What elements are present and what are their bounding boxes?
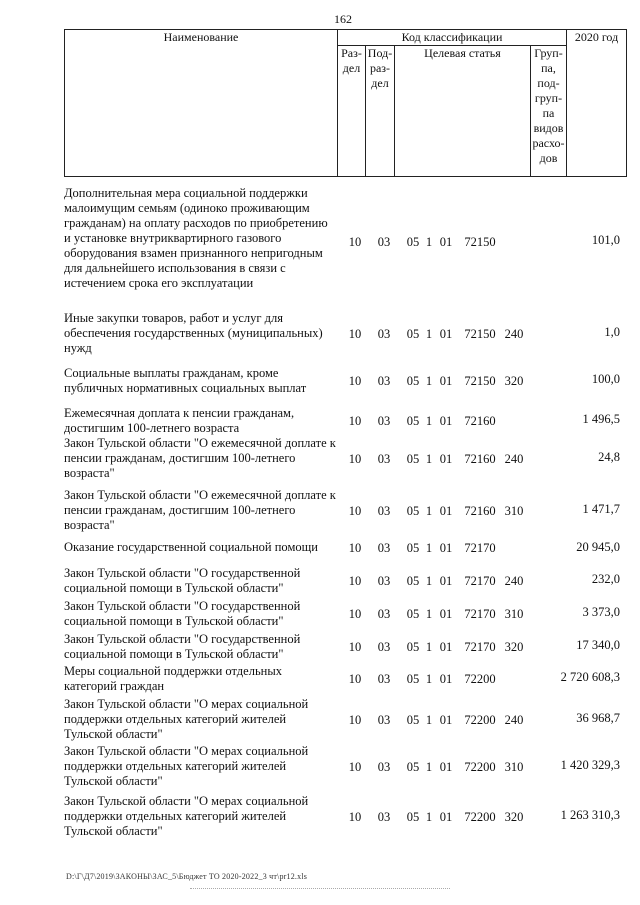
row-code-b: 1 xyxy=(425,374,433,388)
row-code-c: 01 xyxy=(439,672,453,686)
row-code-c: 01 xyxy=(439,607,453,621)
header-target: Целевая статья xyxy=(395,46,531,177)
row-code-b: 1 xyxy=(425,640,433,654)
row-code-rz: 10 xyxy=(348,640,362,654)
row-name: Закон Тульской области "О государственной социальной помощи в Тульской области" xyxy=(64,566,301,595)
row-amount: 36 968,7 xyxy=(576,711,620,725)
row-amount: 1 471,7 xyxy=(582,502,620,516)
row-code-vr: 310 xyxy=(504,607,524,621)
row-name: Социальные выплаты гражданам, кроме публичных нормативных социальных выплат xyxy=(64,366,307,395)
row-code-pr: 03 xyxy=(377,760,391,774)
table-row xyxy=(64,794,626,839)
row-code-d: 72170 xyxy=(464,640,496,654)
row-name: Меры социальной поддержки отдельных категорий граждан xyxy=(64,664,282,693)
row-code-vr: 240 xyxy=(504,713,524,727)
row-code-b: 1 xyxy=(425,810,433,824)
row-code-pr: 03 xyxy=(377,810,391,824)
row-code-c: 01 xyxy=(439,713,453,727)
table-row xyxy=(64,599,626,629)
row-code-pr: 03 xyxy=(377,640,391,654)
row-name: Закон Тульской области "О государственной социальной помощи в Тульской области" xyxy=(64,599,301,628)
row-code-a: 05 xyxy=(406,607,420,621)
row-name: Закон Тульской области "О мерах социальной поддержки отдельных категорий жителей Тульской области" xyxy=(64,744,309,788)
row-name: Закон Тульской области "О мерах социальной поддержки отдельных категорий жителей Тульской области" xyxy=(64,794,309,838)
row-code-d: 72150 xyxy=(464,327,496,341)
row-code-vr: 320 xyxy=(504,374,524,388)
header-group: Груп- па, под- груп- па видов расхо- дов xyxy=(531,46,567,177)
row-name: Ежемесячная доплата к пенсии гражданам, достигшим 100-летнего возраста xyxy=(64,406,295,435)
row-code-a: 05 xyxy=(406,452,420,466)
row-code-b: 1 xyxy=(425,574,433,588)
header-name: Наименование xyxy=(65,30,338,177)
header-podrazdel: Под- раз- дел xyxy=(366,46,395,177)
row-code-pr: 03 xyxy=(377,452,391,466)
row-code-b: 1 xyxy=(425,607,433,621)
row-code-a: 05 xyxy=(406,810,420,824)
row-code-d: 72200 xyxy=(464,672,496,686)
row-amount: 1 420 329,3 xyxy=(560,758,620,772)
row-amount: 232,0 xyxy=(591,572,620,586)
row-code-rz: 10 xyxy=(348,541,362,555)
table-row xyxy=(64,664,626,694)
row-code-pr: 03 xyxy=(377,414,391,428)
table-header xyxy=(64,29,627,177)
row-code-d: 72160 xyxy=(464,452,496,466)
row-code-c: 01 xyxy=(439,235,453,249)
row-amount: 20 945,0 xyxy=(576,540,620,554)
row-amount: 3 373,0 xyxy=(582,605,620,619)
row-code-vr: 240 xyxy=(504,327,524,341)
row-code-a: 05 xyxy=(406,760,420,774)
row-code-pr: 03 xyxy=(377,541,391,555)
row-code-c: 01 xyxy=(439,327,453,341)
row-code-b: 1 xyxy=(425,235,433,249)
row-code-a: 05 xyxy=(406,574,420,588)
row-code-vr: 310 xyxy=(504,760,524,774)
row-amount: 100,0 xyxy=(591,372,620,386)
row-code-a: 05 xyxy=(406,235,420,249)
row-code-c: 01 xyxy=(439,810,453,824)
header-razdel: Раз- дел xyxy=(338,46,366,177)
bottom-divider xyxy=(190,888,450,889)
row-code-pr: 03 xyxy=(377,607,391,621)
row-code-rz: 10 xyxy=(348,810,362,824)
table-row xyxy=(64,406,626,436)
row-code-rz: 10 xyxy=(348,235,362,249)
row-code-rz: 10 xyxy=(348,574,362,588)
row-code-pr: 03 xyxy=(377,327,391,341)
row-code-d: 72150 xyxy=(464,374,496,388)
table-row xyxy=(64,366,626,396)
row-code-a: 05 xyxy=(406,672,420,686)
row-code-rz: 10 xyxy=(348,414,362,428)
table-row xyxy=(64,632,626,662)
row-code-rz: 10 xyxy=(348,452,362,466)
row-amount: 1 263 310,3 xyxy=(560,808,620,822)
row-code-vr: 310 xyxy=(504,504,524,518)
row-code-a: 05 xyxy=(406,713,420,727)
row-code-a: 05 xyxy=(406,640,420,654)
row-code-rz: 10 xyxy=(348,607,362,621)
row-name: Закон Тульской области "О ежемесячной доплате к пенсии гражданам, достигшим 100-летнего возраста" xyxy=(64,488,336,532)
row-code-a: 05 xyxy=(406,374,420,388)
row-code-d: 72160 xyxy=(464,414,496,428)
row-code-c: 01 xyxy=(439,504,453,518)
row-code-d: 72200 xyxy=(464,760,496,774)
row-amount: 24,8 xyxy=(598,450,620,464)
row-code-d: 72170 xyxy=(464,607,496,621)
row-code-c: 01 xyxy=(439,640,453,654)
row-name: Закон Тульской области "О мерах социальной поддержки отдельных категорий жителей Тульской области" xyxy=(64,697,309,741)
row-code-d: 72170 xyxy=(464,574,496,588)
row-code-b: 1 xyxy=(425,541,433,555)
row-code-a: 05 xyxy=(406,414,420,428)
row-code-c: 01 xyxy=(439,760,453,774)
row-code-d: 72200 xyxy=(464,713,496,727)
table-row xyxy=(64,436,626,481)
row-amount: 1,0 xyxy=(604,325,620,339)
row-code-a: 05 xyxy=(406,504,420,518)
row-code-vr: 240 xyxy=(504,452,524,466)
row-code-c: 01 xyxy=(439,414,453,428)
row-code-a: 05 xyxy=(406,541,420,555)
row-name: Закон Тульской области "О ежемесячной доплате к пенсии гражданам, достигшим 100-летнего возраста" xyxy=(64,436,336,480)
row-code-a: 05 xyxy=(406,327,420,341)
table-row xyxy=(64,488,626,533)
row-code-pr: 03 xyxy=(377,713,391,727)
row-code-b: 1 xyxy=(425,672,433,686)
footer-file-path: D:\Г\Д7\2019\ЗАКОНЫ\ЗАС_5\Бюджет ТО 2020-2022_3 чт\pr12.xls xyxy=(66,872,308,881)
row-code-b: 1 xyxy=(425,414,433,428)
table-row xyxy=(64,566,626,596)
table-row xyxy=(64,744,626,789)
row-code-c: 01 xyxy=(439,541,453,555)
row-amount: 2 720 608,3 xyxy=(560,670,620,684)
row-code-c: 01 xyxy=(439,574,453,588)
row-name: Дополнительная мера социальной поддержки малоимущим семьям (одиноко проживающим гражданам) на оплату расходов по приобретению и установке внутриквартирного газового оборудования взамен признанного непригодным для дальнейшего использования в связи с истечением срока его эксплуатации xyxy=(64,186,328,290)
row-code-rz: 10 xyxy=(348,327,362,341)
row-code-b: 1 xyxy=(425,504,433,518)
row-amount: 101,0 xyxy=(591,233,620,247)
row-code-b: 1 xyxy=(425,760,433,774)
row-code-d: 72150 xyxy=(464,235,496,249)
row-code-d: 72200 xyxy=(464,810,496,824)
row-code-pr: 03 xyxy=(377,374,391,388)
row-amount: 1 496,5 xyxy=(582,412,620,426)
row-code-b: 1 xyxy=(425,327,433,341)
row-name: Оказание государственной социальной помощи xyxy=(64,540,318,554)
row-code-pr: 03 xyxy=(377,574,391,588)
page-number: 162 xyxy=(334,12,352,26)
row-code-c: 01 xyxy=(439,452,453,466)
row-code-d: 72160 xyxy=(464,504,496,518)
row-code-rz: 10 xyxy=(348,672,362,686)
row-code-rz: 10 xyxy=(348,374,362,388)
header-code-group: Код классификации xyxy=(338,30,567,46)
row-amount: 17 340,0 xyxy=(576,638,620,652)
row-code-rz: 10 xyxy=(348,760,362,774)
row-code-pr: 03 xyxy=(377,235,391,249)
table-row xyxy=(64,697,626,742)
row-code-b: 1 xyxy=(425,452,433,466)
table-row xyxy=(64,540,626,555)
row-name: Закон Тульской области "О государственной социальной помощи в Тульской области" xyxy=(64,632,301,661)
row-code-c: 01 xyxy=(439,374,453,388)
row-code-rz: 10 xyxy=(348,504,362,518)
row-code-pr: 03 xyxy=(377,672,391,686)
row-code-vr: 240 xyxy=(504,574,524,588)
row-code-vr: 320 xyxy=(504,640,524,654)
row-name: Иные закупки товаров, работ и услуг для обеспечения государственных (муниципальных) нужд xyxy=(64,311,323,355)
table-row xyxy=(64,186,626,297)
row-code-d: 72170 xyxy=(464,541,496,555)
row-code-pr: 03 xyxy=(377,504,391,518)
header-year: 2020 год xyxy=(567,30,627,177)
row-code-b: 1 xyxy=(425,713,433,727)
row-code-vr: 320 xyxy=(504,810,524,824)
row-code-rz: 10 xyxy=(348,713,362,727)
table-row xyxy=(64,311,626,356)
